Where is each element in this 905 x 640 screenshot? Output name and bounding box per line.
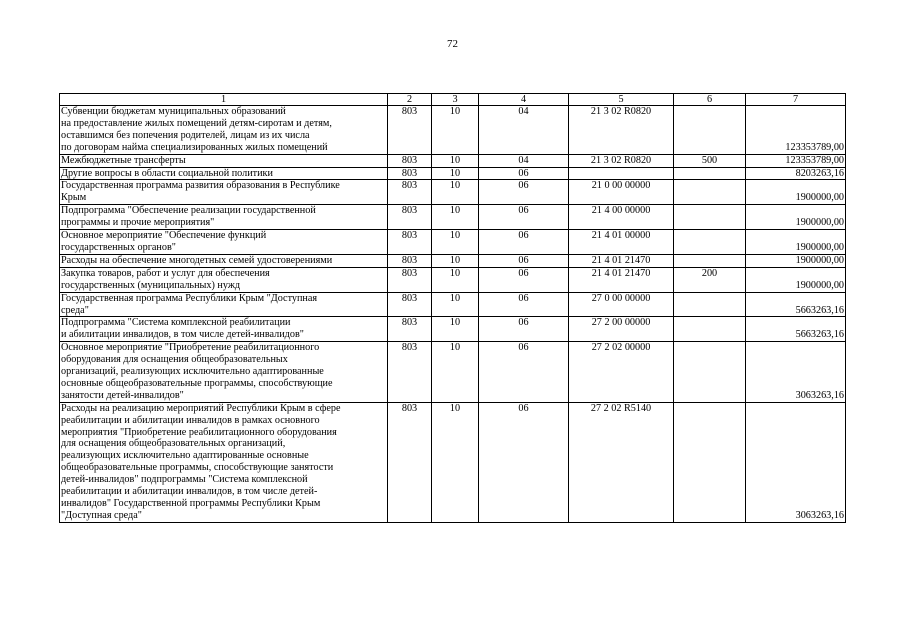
cell-sum: 3063263,16 [746, 402, 846, 522]
cell-csr: 27 2 00 00000 [569, 317, 674, 342]
table-row [60, 154, 846, 167]
cell-ved: 803 [388, 106, 432, 155]
table-row [60, 317, 846, 342]
cell-rz: 10 [432, 267, 479, 292]
cell-pr: 06 [479, 342, 569, 403]
cell-vr [674, 106, 746, 155]
cell-vr [674, 254, 746, 267]
cell-csr: 21 4 01 00000 [569, 230, 674, 255]
header-cell-csr: 5 [569, 94, 674, 106]
cell-ved: 803 [388, 292, 432, 317]
cell-pr: 06 [479, 167, 569, 180]
cell-vr [674, 317, 746, 342]
cell-ved: 803 [388, 342, 432, 403]
table-row [60, 402, 846, 522]
cell-vr: 500 [674, 154, 746, 167]
cell-sum: 1900000,00 [746, 254, 846, 267]
cell-name: Другие вопросы в области социальной политики [60, 167, 388, 180]
cell-pr: 06 [479, 254, 569, 267]
table-row [60, 230, 846, 255]
cell-pr: 06 [479, 205, 569, 230]
cell-csr: 27 0 00 00000 [569, 292, 674, 317]
cell-rz: 10 [432, 402, 479, 522]
cell-pr: 06 [479, 267, 569, 292]
cell-name: Подпрограмма "Обеспечение реализации государственной программы и прочие мероприятия" [60, 205, 388, 230]
cell-sum: 8203263,16 [746, 167, 846, 180]
cell-vr [674, 292, 746, 317]
cell-pr: 06 [479, 230, 569, 255]
header-cell-sum: 7 [746, 94, 846, 106]
cell-sum: 1900000,00 [746, 180, 846, 205]
table-row [60, 106, 846, 155]
cell-rz: 10 [432, 254, 479, 267]
cell-pr: 06 [479, 292, 569, 317]
cell-rz: 10 [432, 180, 479, 205]
cell-name: Государственная программа Республики Крым "Доступная среда" [60, 292, 388, 317]
cell-sum: 3063263,16 [746, 342, 846, 403]
cell-sum: 5663263,16 [746, 292, 846, 317]
cell-name: Основное мероприятие "Обеспечение функций государственных органов" [60, 230, 388, 255]
cell-name: Подпрограмма "Система комплексной реабилитации и абилитации инвалидов, в том числе детей-инвалидов" [60, 317, 388, 342]
cell-name: Субвенции бюджетам муниципальных образований на предоставление жилых помещений детям-сиротам и детям, оставшимся без попечения родителей, лицам из их числа по договорам найма специализированных жилых помещений [60, 106, 388, 155]
header-row [60, 94, 846, 106]
cell-rz: 10 [432, 230, 479, 255]
cell-rz: 10 [432, 167, 479, 180]
cell-pr: 04 [479, 154, 569, 167]
cell-sum: 123353789,00 [746, 154, 846, 167]
cell-name: Межбюджетные трансферты [60, 154, 388, 167]
cell-ved: 803 [388, 180, 432, 205]
cell-csr [569, 167, 674, 180]
cell-pr: 06 [479, 180, 569, 205]
budget-table [59, 93, 846, 523]
header-cell-rz: 3 [432, 94, 479, 106]
table-header [60, 94, 846, 106]
cell-rz: 10 [432, 317, 479, 342]
header-cell-pr: 4 [479, 94, 569, 106]
cell-name: Основное мероприятие "Приобретение реабилитационного оборудования для оснащения общеобразовательных организаций, реализующих исключительно адаптированные основные общеобразовательные программы, способствующие занятости детей-инвалидов" [60, 342, 388, 403]
cell-csr: 27 2 02 R5140 [569, 402, 674, 522]
cell-ved: 803 [388, 167, 432, 180]
cell-csr: 21 0 00 00000 [569, 180, 674, 205]
cell-csr: 21 4 01 21470 [569, 267, 674, 292]
cell-csr: 21 3 02 R0820 [569, 154, 674, 167]
cell-csr: 21 4 01 21470 [569, 254, 674, 267]
cell-sum: 5663263,16 [746, 317, 846, 342]
table-row [60, 267, 846, 292]
cell-sum: 1900000,00 [746, 230, 846, 255]
cell-name: Государственная программа развития образования в Республике Крым [60, 180, 388, 205]
cell-ved: 803 [388, 267, 432, 292]
cell-ved: 803 [388, 154, 432, 167]
cell-csr: 21 4 00 00000 [569, 205, 674, 230]
header-cell-ved: 2 [388, 94, 432, 106]
cell-pr: 04 [479, 106, 569, 155]
cell-pr: 06 [479, 402, 569, 522]
cell-rz: 10 [432, 292, 479, 317]
cell-vr [674, 180, 746, 205]
cell-sum: 1900000,00 [746, 267, 846, 292]
cell-vr [674, 205, 746, 230]
cell-rz: 10 [432, 342, 479, 403]
cell-name: Расходы на обеспечение многодетных семей удостоверениями [60, 254, 388, 267]
cell-ved: 803 [388, 254, 432, 267]
cell-vr [674, 167, 746, 180]
cell-sum: 1900000,00 [746, 205, 846, 230]
cell-ved: 803 [388, 205, 432, 230]
table-body [60, 106, 846, 523]
table-row [60, 292, 846, 317]
header-cell-vr: 6 [674, 94, 746, 106]
cell-csr: 21 3 02 R0820 [569, 106, 674, 155]
cell-pr: 06 [479, 317, 569, 342]
cell-vr: 200 [674, 267, 746, 292]
cell-ved: 803 [388, 230, 432, 255]
table-row [60, 167, 846, 180]
cell-ved: 803 [388, 402, 432, 522]
cell-vr [674, 402, 746, 522]
table-row [60, 254, 846, 267]
cell-vr [674, 342, 746, 403]
table-row [60, 342, 846, 403]
table-row [60, 180, 846, 205]
table-row [60, 205, 846, 230]
cell-name: Расходы на реализацию мероприятий Республики Крым в сфере реабилитации и абилитации инвалидов в рамках основного мероприятия "Приобретение реабилитационного оборудования для оснащения общеобразовательных организаций, реализующих исключительно адаптированные основные общеобразовательные программы, способствующие занятости детей-инвалидов" подпрограммы "Система комплексной реабилитации и абилитации инвалидов, в том числе детей- инвалидов" Государственной программы Республики Крым "Доступная среда" [60, 402, 388, 522]
cell-rz: 10 [432, 205, 479, 230]
cell-csr: 27 2 02 00000 [569, 342, 674, 403]
page-number: 72 [447, 38, 458, 50]
cell-name: Закупка товаров, работ и услуг для обеспечения государственных (муниципальных) нужд [60, 267, 388, 292]
cell-ved: 803 [388, 317, 432, 342]
cell-vr [674, 230, 746, 255]
cell-rz: 10 [432, 154, 479, 167]
header-cell-name: 1 [60, 94, 388, 106]
cell-sum: 123353789,00 [746, 106, 846, 155]
cell-rz: 10 [432, 106, 479, 155]
